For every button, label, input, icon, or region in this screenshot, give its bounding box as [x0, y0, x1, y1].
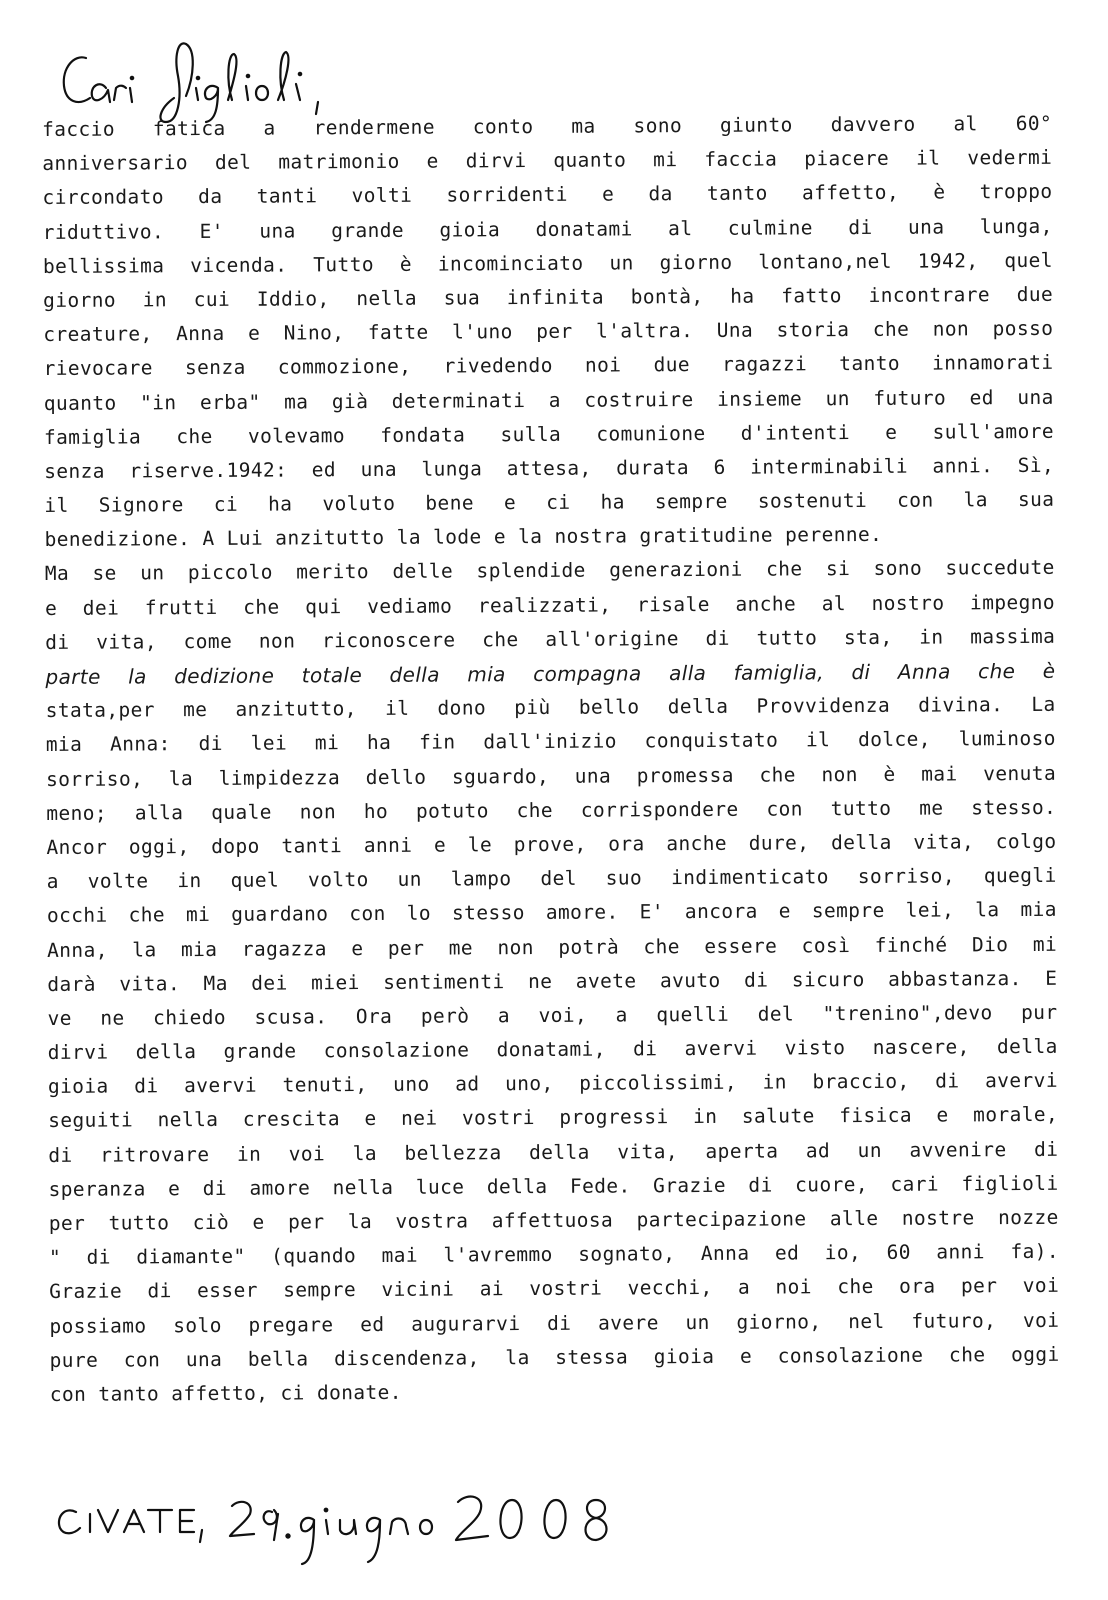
- letter-line: per tutto ciò e per la vostra affettuosa partecipazione alle nostre nozze: [48, 1205, 1059, 1235]
- letter-line: possiamo solo pregare ed augurarvi di avere un giorno, nel futuro, voi: [49, 1308, 1060, 1338]
- letter-line: riduttivo. E' una grande gioia donatami al culmine di una lunga,: [42, 214, 1053, 244]
- letter-line: il Signore ci ha voluto bene e ci ha sempre sostenuti con la sua: [44, 487, 1055, 518]
- letter-line: creature, Anna e Nino, fatte l'uno per l'altra. Una storia che non posso: [43, 316, 1054, 347]
- letter-line: circondato da tanti volti sorridenti e da tanto affetto, è troppo: [42, 180, 1053, 210]
- letter-line: di vita, come non riconoscere che all'origine di tutto sta, in massima: [45, 624, 1056, 654]
- letter-line: Ancor oggi, dopo tanti anni e le prove, ora anche dure, della vita, colgo: [46, 829, 1057, 859]
- greeting-text: [386, 36, 387, 37]
- letter-line: famiglia che volevamo fondata sulla comunione d'intenti e sull'amore: [43, 419, 1055, 449]
- signature-handwriting: [50, 1470, 610, 1570]
- letter-line: Ma se un piccolo merito delle splendide generazioni che si sono succedute: [44, 556, 1055, 586]
- letter-line: a volte in quel volto un lampo del suo indimenticato sorriso, quegli: [46, 863, 1057, 894]
- letter-line: pure con una bella discendenza, la stessa gioia e consolazione che oggi: [49, 1342, 1060, 1372]
- letter-line: mia Anna: di lei mi ha fin dall'inizio conquistato il dolce, luminoso: [45, 727, 1056, 757]
- letter-line: ve ne chiedo scusa. Ora però a voi, a quelli del "trenino",devo pur: [47, 1000, 1058, 1030]
- letter-line: occhi che mi guardano con lo stesso amore. E' ancora e sempre lei, la mia: [46, 898, 1057, 928]
- letter-line: Anna, la mia ragazza e per me non potrà che essere così finché Dio mi: [47, 932, 1058, 962]
- letter-line: anniversario del matrimonio e dirvi quanto mi faccia piacere il vedermi: [42, 146, 1053, 176]
- letter-line: seguiti nella crescita e nei vostri progressi in salute fisica e morale,: [48, 1103, 1059, 1133]
- signature-text: [610, 1470, 611, 1471]
- letter-line: sorriso, la limpidezza dello sguardo, una promessa che non è mai venuta: [45, 761, 1057, 791]
- letter-line: giorno in cui Iddio, nella sua infinita bontà, ha fatto incontrare due: [43, 282, 1054, 312]
- handwritten-signature-date: [50, 1470, 610, 1570]
- letter-line: faccio fatica a rendermene conto ma sono giunto davvero al 60°: [42, 111, 1053, 141]
- letter-line: rievocare senza commozione, rivedendo noi due ragazzi tanto innamorati: [43, 351, 1054, 381]
- letter-line: " di diamante" (quando mai l'avremmo sognato, Anna ed io, 60 anni fa).: [48, 1239, 1060, 1270]
- letter-line: Grazie di esser sempre vicini ai vostri vecchi, a noi che ora per voi: [49, 1274, 1060, 1304]
- letter-line: gioia di avervi tenuti, uno ad uno, piccolissimi, in braccio, di avervi: [47, 1069, 1058, 1099]
- letter-line: senza riserve.1942: ed una lunga attesa, durata 6 interminabili anni. Sì,: [44, 453, 1055, 483]
- letter-line: stata,per me anzitutto, il dono più bello della Provvidenza divina. La: [45, 693, 1056, 723]
- letter-line: dirvi della grande consolazione donatami, di avervi visto nascere, della: [47, 1034, 1058, 1065]
- letter-line: con tanto affetto, ci donate.: [49, 1380, 402, 1406]
- letter-line: bellissima vicenda. Tutto è incominciato un giorno lontano,nel 1942, quel: [42, 248, 1053, 278]
- letter-line: benedizione. A Lui anzitutto la lode e la nostra gratitudine perenne.: [44, 523, 883, 552]
- letter-body: [42, 107, 1060, 1412]
- letter-line: e dei frutti che qui vediamo realizzati, risale anche al nostro impegno: [44, 590, 1056, 620]
- letter-line: parte la dedizione totale della mia compagna alla famiglia, di Anna che è: [45, 658, 1056, 689]
- letter-line: quanto "in erba" ma già determinati a costruire insieme un futuro ed una: [43, 385, 1054, 415]
- letter-line: di ritrovare in voi la bellezza della vita, aperta ad un avvenire di: [48, 1137, 1059, 1167]
- letter-line: darà vita. Ma dei miei sentimenti ne avete avuto di sicuro abbastanza. E: [47, 966, 1058, 996]
- letter-line: meno; alla quale non ho potuto che corrispondere con tutto me stesso.: [46, 795, 1057, 825]
- letter-line: speranza e di amore nella luce della Fede. Grazie di cuore, cari figlioli: [48, 1171, 1059, 1201]
